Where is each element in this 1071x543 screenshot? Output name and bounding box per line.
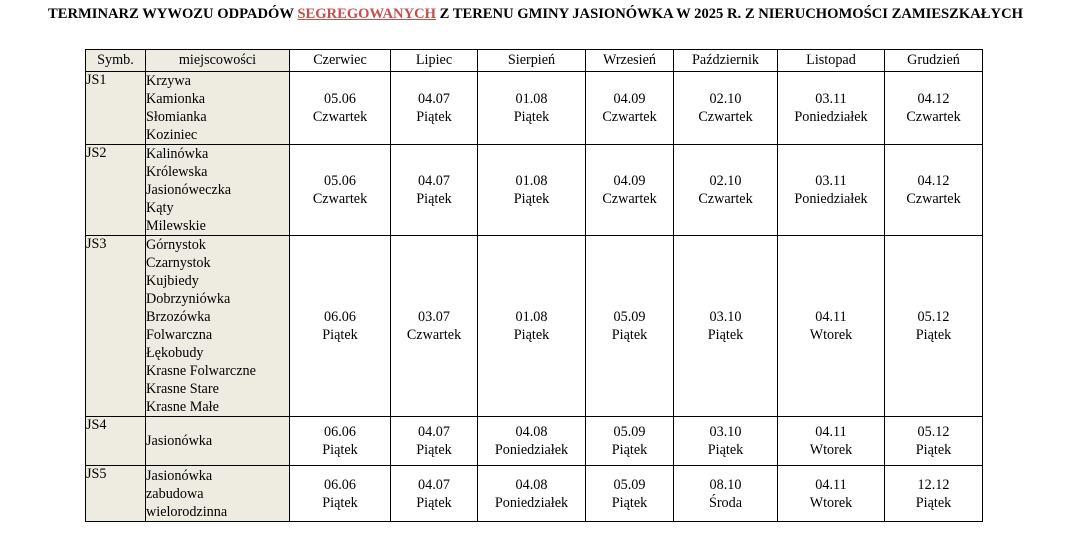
location-name: Krasne Małe — [146, 399, 219, 415]
header-month-august: Sierpień — [478, 50, 586, 72]
pickup-weekday: Czwartek — [602, 191, 657, 207]
header-month-october: Październik — [674, 50, 778, 72]
pickup-date: 06.06 — [324, 309, 356, 325]
pickup-cell — [478, 466, 586, 522]
pickup-cell — [778, 145, 885, 236]
pickup-date: 04.07 — [418, 91, 450, 107]
header-symbol: Symb. — [86, 50, 146, 72]
pickup-weekday: Piątek — [322, 327, 358, 343]
row-locations — [146, 236, 290, 417]
pickup-weekday: Piątek — [611, 442, 648, 458]
pickup-cell — [778, 236, 885, 417]
pickup-cell — [674, 236, 778, 417]
pickup-cell — [778, 72, 885, 145]
location-name: Łękobudy — [146, 345, 204, 361]
table-row — [86, 417, 983, 466]
row-locations — [146, 466, 290, 522]
pickup-weekday: Czwartek — [312, 191, 368, 207]
row-symbol: JS5 — [86, 466, 146, 522]
pickup-weekday: Piątek — [915, 494, 952, 511]
pickup-weekday: Czwartek — [906, 191, 961, 207]
pickup-cell — [478, 145, 586, 236]
pickup-date: 04.11 — [815, 424, 847, 440]
pickup-cell — [586, 236, 674, 417]
pickup-date: 03.11 — [815, 91, 847, 107]
pickup-date: 06.06 — [324, 424, 356, 440]
pickup-weekday: Piątek — [416, 442, 452, 458]
pickup-cell — [391, 417, 478, 466]
pickup-weekday: Piątek — [611, 327, 648, 343]
location-name: Folwarczna — [146, 327, 213, 343]
header-month-july: Lipiec — [391, 50, 478, 72]
pickup-date: 04.08 — [515, 424, 548, 440]
pickup-date: 01.08 — [515, 173, 548, 189]
pickup-date: 01.08 — [515, 309, 548, 325]
pickup-weekday: Czwartek — [602, 109, 657, 125]
pickup-cell — [478, 417, 586, 466]
location-name: Kąty — [146, 200, 174, 216]
pickup-cell — [391, 72, 478, 145]
location-name: Kamionka — [146, 91, 206, 107]
pickup-date: 04.07 — [418, 173, 450, 189]
pickup-cell — [391, 236, 478, 417]
location-name: Kalinówka — [146, 146, 209, 162]
pickup-weekday: Piątek — [707, 327, 744, 343]
pickup-weekday: Piątek — [513, 191, 550, 207]
pickup-date: 05.09 — [613, 309, 646, 325]
schedule-body — [86, 72, 983, 522]
location-name: Dobrzyniówka — [146, 291, 231, 307]
row-symbol: JS2 — [86, 145, 146, 236]
pickup-weekday: Piątek — [513, 109, 550, 125]
pickup-cell — [391, 145, 478, 236]
pickup-date: 04.08 — [515, 476, 548, 493]
location-name: Krasne Folwarczne — [146, 363, 256, 379]
pickup-weekday: Piątek — [611, 494, 648, 511]
pickup-date: 01.08 — [515, 91, 548, 107]
pickup-weekday: Czwartek — [406, 327, 462, 343]
location-name: Krasne Stare — [146, 381, 219, 397]
header-month-june: Czerwiec — [290, 50, 391, 72]
location-name: Koziniec — [146, 127, 198, 143]
pickup-weekday: Piątek — [416, 109, 452, 125]
pickup-date: 05.12 — [917, 309, 950, 325]
table-row — [86, 145, 983, 236]
pickup-cell — [391, 466, 478, 522]
pickup-weekday: Piątek — [915, 442, 952, 458]
row-symbol: JS3 — [86, 236, 146, 417]
location-name: Krzywa — [146, 73, 191, 89]
title-prefix: TERMINARZ WYWOZU ODPADÓW — [48, 6, 298, 22]
pickup-date: 04.12 — [917, 91, 950, 107]
header-row — [86, 50, 983, 72]
pickup-weekday: Wtorek — [809, 494, 853, 511]
pickup-date: 03.11 — [815, 173, 847, 189]
pickup-cell — [478, 72, 586, 145]
pickup-date: 08.10 — [709, 476, 742, 493]
pickup-cell — [674, 466, 778, 522]
pickup-date: 04.11 — [815, 476, 847, 493]
header-month-september: Wrzesień — [586, 50, 674, 72]
pickup-date: 05.06 — [324, 91, 356, 107]
pickup-date: 02.10 — [709, 173, 742, 189]
pickup-weekday: Piątek — [322, 494, 358, 511]
pickup-cell — [674, 417, 778, 466]
pickup-weekday: Wtorek — [809, 442, 853, 458]
pickup-cell — [586, 466, 674, 522]
location-name: Jasionóweczka — [146, 182, 232, 198]
pickup-cell — [586, 417, 674, 466]
document-title — [0, 6, 1071, 23]
pickup-weekday: Piątek — [416, 494, 452, 511]
location-name: Jasionówka — [146, 433, 213, 449]
pickup-date: 05.12 — [917, 424, 950, 440]
pickup-cell — [290, 145, 391, 236]
pickup-cell — [586, 72, 674, 145]
pickup-date: 04.12 — [917, 173, 950, 189]
location-name: zabudowa — [146, 485, 204, 502]
pickup-cell — [885, 145, 983, 236]
location-name: Słomianka — [146, 109, 207, 125]
location-name: wielorodzinna — [146, 503, 228, 520]
pickup-date: 05.06 — [324, 173, 356, 189]
row-locations — [146, 72, 290, 145]
pickup-date: 06.06 — [324, 476, 356, 493]
pickup-weekday: Piątek — [322, 442, 358, 458]
pickup-weekday: Środa — [708, 494, 743, 511]
pickup-date: 03.07 — [418, 309, 450, 325]
table-row — [86, 236, 983, 417]
row-locations — [146, 145, 290, 236]
pickup-weekday: Wtorek — [809, 327, 853, 343]
pickup-weekday: Poniedziałek — [794, 109, 868, 125]
location-name: Brzozówka — [146, 309, 211, 325]
pickup-cell — [674, 145, 778, 236]
pickup-cell — [478, 236, 586, 417]
pickup-cell — [290, 72, 391, 145]
pickup-weekday: Czwartek — [906, 109, 961, 125]
pickup-date: 04.09 — [613, 173, 646, 189]
location-name: Królewska — [146, 164, 208, 180]
pickup-weekday: Poniedziałek — [494, 494, 569, 511]
pickup-cell — [290, 466, 391, 522]
location-name: Milewskie — [146, 218, 206, 234]
title-suffix: Z TERENU GMINY JASIONÓWKA W 2025 R. Z NIERUCHOMOŚCI ZAMIESZKAŁYCH — [436, 6, 1023, 22]
pickup-weekday: Poniedziałek — [494, 442, 569, 458]
header-month-november: Listopad — [778, 50, 885, 72]
pickup-date: 04.11 — [815, 309, 847, 325]
pickup-cell — [674, 72, 778, 145]
pickup-date: 04.07 — [418, 424, 450, 440]
row-symbol: JS1 — [86, 72, 146, 145]
pickup-date: 02.10 — [709, 91, 742, 107]
pickup-cell — [778, 466, 885, 522]
title-highlight: SEGREGOWANYCH — [297, 6, 437, 22]
pickup-date: 03.10 — [709, 309, 742, 325]
pickup-cell — [586, 145, 674, 236]
pickup-weekday: Poniedziałek — [794, 191, 868, 207]
table-row — [86, 466, 983, 522]
pickup-cell — [290, 236, 391, 417]
header-month-december: Grudzień — [885, 50, 983, 72]
pickup-date: 05.09 — [613, 424, 646, 440]
pickup-cell — [885, 72, 983, 145]
header-location: miejscowości — [146, 50, 290, 72]
pickup-date: 04.09 — [613, 91, 646, 107]
location-name: Kujbiedy — [146, 273, 199, 289]
pickup-cell — [290, 417, 391, 466]
location-name: Górnystok — [146, 237, 206, 253]
pickup-weekday: Piątek — [513, 327, 550, 343]
pickup-date: 04.07 — [418, 476, 450, 493]
row-locations — [146, 417, 290, 466]
row-symbol: JS4 — [86, 417, 146, 466]
pickup-weekday: Piątek — [915, 327, 952, 343]
pickup-weekday: Piątek — [416, 191, 452, 207]
pickup-date: 05.09 — [613, 476, 646, 493]
pickup-cell — [778, 417, 885, 466]
pickup-weekday: Piątek — [707, 442, 744, 458]
pickup-cell — [885, 417, 983, 466]
location-name: Jasionówka — [146, 467, 213, 484]
table-row — [86, 72, 983, 145]
pickup-date: 12.12 — [917, 476, 950, 493]
pickup-cell — [885, 466, 983, 522]
pickup-weekday: Czwartek — [698, 109, 753, 125]
schedule-table — [85, 49, 983, 522]
pickup-weekday: Czwartek — [312, 109, 368, 125]
pickup-cell — [885, 236, 983, 417]
pickup-date: 03.10 — [709, 424, 742, 440]
pickup-weekday: Czwartek — [698, 191, 753, 207]
location-name: Czarnystok — [146, 255, 211, 271]
